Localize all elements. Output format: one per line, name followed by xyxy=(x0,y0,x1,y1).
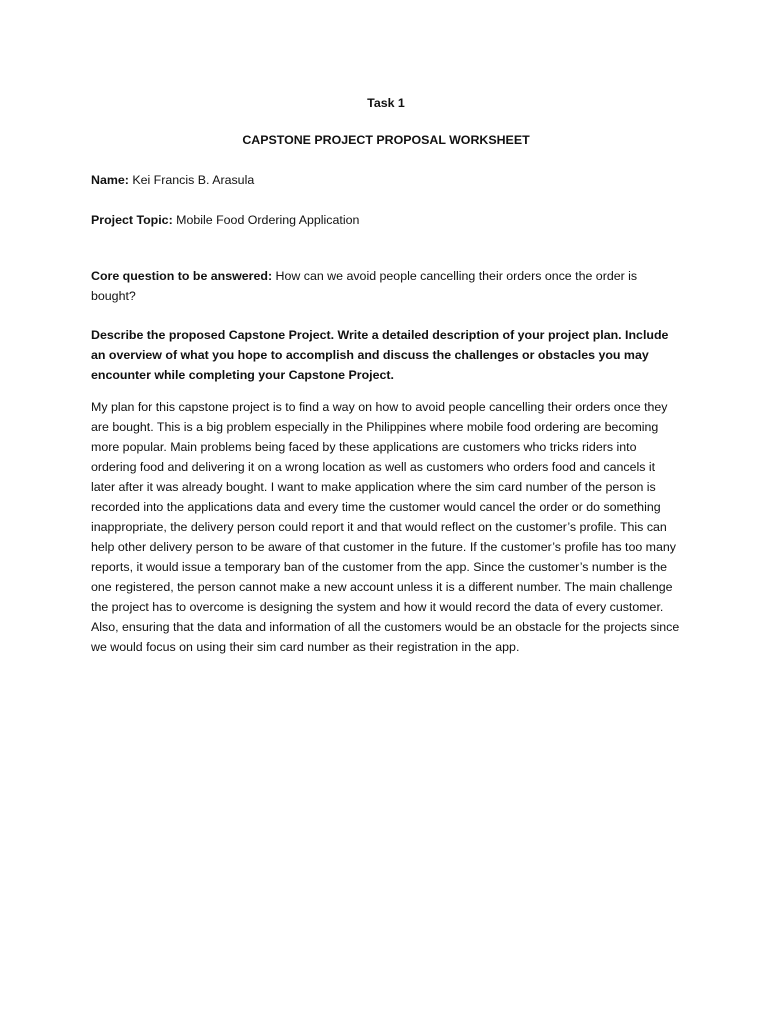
project-description-answer: My plan for this capstone project is to find a way on how to avoid people cancelling their orders once they are bought. This is a big problem especially in the Philippines where mobile food ordering are becoming more popular. Main problems being faced by these applications are customers who tricks riders into ordering food and delivering it on a wrong location as well as customers who orders food and cancels it later after it was already bought. I want to make application where the sim card number of the person is recorded into the applications data and every time the customer would cancel the order or do something inappropriate, the delivery person could report it and that would reflect on the customer’s profile. This can help other delivery person to be aware of that customer in the future. If the customer’s profile has too many reports, it would issue a temporary ban of the customer from the app. Since the customer’s number is the one registered, the person cannot make a new account unless it is a different number. The main challenge the project has to overcome is designing the system and how it would record the data of every customer. Also, ensuring that the data and information of all the customers would be an obstacle for the projects since we would focus on using their sim card number as their registration in the app. xyxy=(91,400,680,654)
document-title: CAPSTONE PROJECT PROPOSAL WORKSHEET xyxy=(242,133,530,147)
name-field xyxy=(91,170,681,190)
core-question-field xyxy=(91,266,681,306)
document-content xyxy=(91,93,681,657)
core-question-label: Core question to be answered: xyxy=(91,269,273,283)
project-topic-value: Mobile Food Ordering Application xyxy=(176,213,360,227)
description-prompt: Describe the proposed Capstone Project. Write a detailed description of your project plan. Include an overview of what you hope to accomplish and discuss the challenges or obstacles you may encounter while completing your Capstone Project. xyxy=(91,328,669,382)
task-label: Task 1 xyxy=(367,96,405,110)
name-label: Name: xyxy=(91,173,129,187)
project-topic-field xyxy=(91,210,681,230)
project-topic-label: Project Topic: xyxy=(91,213,173,227)
core-question-value: How can we avoid people cancelling their orders once the order is bought? xyxy=(91,269,638,303)
name-value: Kei Francis B. Arasula xyxy=(132,173,255,187)
